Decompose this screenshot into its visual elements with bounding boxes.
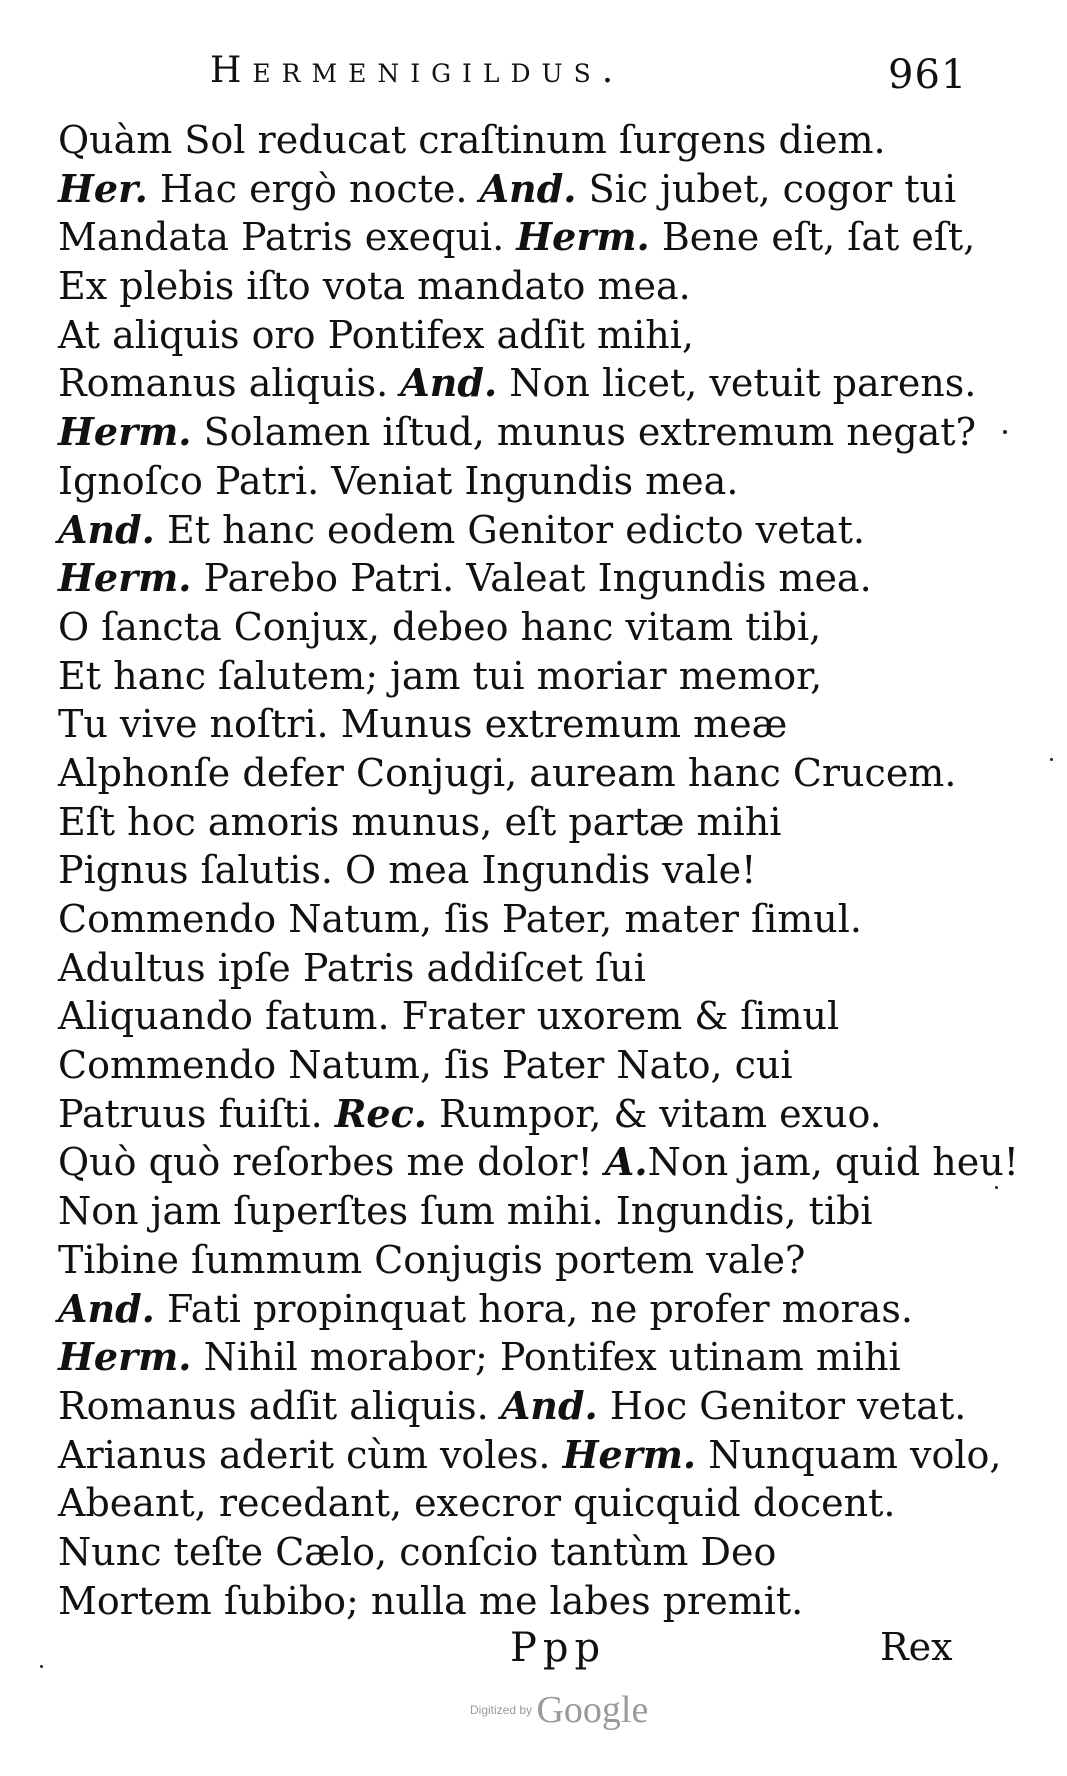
verse-text-run: Hac ergò nocte. bbox=[147, 166, 480, 211]
print-speck bbox=[40, 1665, 43, 1668]
verse-text-run: Tu vive noſtri. Munus extremum meæ bbox=[58, 702, 788, 747]
running-head: Hermenigildus. bbox=[210, 50, 625, 91]
verse-text-run: At aliquis oro Pontifex adſit mihi, bbox=[58, 312, 694, 357]
verse-text-run: Non licet, vetuit parens. bbox=[497, 361, 977, 406]
verse-text-run: Romanus aliquis. bbox=[58, 361, 401, 406]
verse-line bbox=[58, 1577, 998, 1626]
verse-line bbox=[58, 1382, 998, 1431]
verse-line bbox=[58, 165, 998, 214]
speaker-label: Herm. bbox=[58, 1334, 192, 1380]
verse-line bbox=[58, 457, 998, 506]
verse-text-run: Et hanc eodem Genitor edicto vetat. bbox=[154, 507, 865, 552]
page-number: 961 bbox=[888, 52, 968, 98]
verse-line bbox=[58, 1285, 998, 1334]
verse-text-run: Non jam ſuperſtes ſum mihi. Ingundis, tibi bbox=[58, 1189, 873, 1234]
verse-text-run: Arianus aderit cùm voles. bbox=[58, 1432, 563, 1477]
digitization-watermark bbox=[470, 1688, 648, 1732]
verse-line bbox=[58, 895, 998, 944]
speaker-label: Rec. bbox=[334, 1090, 427, 1136]
verse-text-run: Abeant, recedant, execror quicquid docent. bbox=[58, 1481, 896, 1526]
verse-line bbox=[58, 359, 998, 408]
verse-text-run: Commendo Natum, ſis Pater, mater ſimul. bbox=[58, 897, 862, 941]
speaker-label: And. bbox=[500, 1382, 598, 1428]
verse-text-run: Commendo Natum, ſis Pater Nato, cui bbox=[58, 1043, 793, 1088]
verse-line bbox=[58, 1528, 998, 1577]
verse-text-run: Nunquam volo, bbox=[696, 1432, 1002, 1477]
verse-text-run: Nunc teſte Cælo, conſcio tantùm Deo bbox=[58, 1529, 777, 1574]
verse-text-run: Ex plebis iſto vota mandato mea. bbox=[58, 264, 691, 309]
verse-text-run: Quàm Sol reducat craſtinum ſurgens diem. bbox=[58, 118, 886, 162]
verse-text-run: Rumpor, & vitam exuo. bbox=[426, 1091, 882, 1136]
verse-line bbox=[58, 1187, 998, 1236]
verse-text-run: Nihil morabor; Pontifex utinam mihi bbox=[191, 1335, 901, 1380]
verse-text-run: Non jam, quid heu! bbox=[647, 1140, 1019, 1185]
verse-line bbox=[58, 992, 998, 1041]
watermark-digitized-by: Digitized by bbox=[470, 1703, 533, 1717]
verse-line bbox=[58, 554, 998, 603]
verse-line bbox=[58, 944, 998, 993]
print-speck bbox=[995, 1186, 998, 1189]
speaker-label: A. bbox=[604, 1139, 648, 1185]
verse-line bbox=[58, 652, 998, 701]
verse-text-run: Sic jubet, cogor tui bbox=[576, 166, 957, 211]
catchword: Rex bbox=[880, 1625, 953, 1669]
verse-text-run: Mandata Patris exequi. bbox=[58, 215, 517, 260]
verse-text-run: Quò quò reſorbes me dolor! bbox=[58, 1140, 605, 1185]
speaker-label: Herm. bbox=[58, 409, 192, 455]
verse-text-run: Pignus ſalutis. O mea Ingundis vale! bbox=[58, 848, 757, 893]
watermark-google: Google bbox=[536, 1689, 649, 1731]
verse-text-run: Hoc Genitor vetat. bbox=[597, 1383, 967, 1428]
verse-line bbox=[58, 700, 998, 749]
verse-line bbox=[58, 116, 998, 165]
verse-line bbox=[58, 1090, 998, 1139]
verse-text-run: Parebo Patri. Valeat Ingundis mea. bbox=[191, 556, 872, 601]
verse-line bbox=[58, 1333, 998, 1382]
verse-text-run: Aliquando fatum. Frater uxorem & ſimul bbox=[58, 994, 840, 1039]
verse-text-run: Romanus adſit aliquis. bbox=[58, 1383, 501, 1428]
verse-text-run: Et hanc ſalutem; jam tui moriar memor, bbox=[58, 653, 823, 698]
verse-text-run: Bene eſt, ſat eſt, bbox=[649, 215, 976, 260]
verse-line bbox=[58, 603, 998, 652]
verse-line bbox=[58, 1431, 1002, 1480]
verse-line bbox=[58, 1479, 998, 1528]
verse-text-run: Tibine ſummum Conjugis portem vale? bbox=[58, 1237, 806, 1282]
verse-text-run: Ignoſco Patri. Veniat Ingundis mea. bbox=[58, 458, 739, 503]
verse-line bbox=[58, 846, 998, 895]
verse-line bbox=[58, 506, 998, 555]
verse-line bbox=[58, 213, 998, 262]
speaker-label: And. bbox=[479, 165, 577, 211]
speaker-label: And. bbox=[58, 1285, 155, 1331]
verse-line bbox=[58, 749, 998, 798]
verse-text-run: Patruus fuiſti. bbox=[58, 1091, 335, 1136]
verse-line bbox=[58, 798, 998, 847]
verse-text-run: O ſancta Conjux, debeo hanc vitam tibi, bbox=[58, 604, 822, 649]
verse-line bbox=[58, 311, 998, 360]
verse-line bbox=[58, 1236, 998, 1285]
verse-text-run: Mortem ſubibo; nulla me labes premit. bbox=[58, 1578, 804, 1623]
verse-line bbox=[58, 262, 998, 311]
print-speck bbox=[1003, 430, 1007, 434]
verse-text-run: Eſt hoc amoris munus, eſt partæ mihi bbox=[58, 799, 782, 844]
verse-text-run: Solamen iſtud, munus extremum negat? bbox=[191, 410, 976, 455]
verse-text-run: Adultus ipſe Patris addiſcet ſui bbox=[58, 945, 646, 990]
verse-line bbox=[58, 1138, 1019, 1187]
verse-text-run: Alphonſe defer Conjugi, auream hanc Crucem. bbox=[58, 750, 957, 795]
verse-line bbox=[58, 408, 998, 457]
verse-line bbox=[58, 1041, 998, 1090]
signature-mark: Ppp bbox=[510, 1625, 607, 1671]
speaker-label: And. bbox=[400, 360, 498, 406]
speaker-label: Her. bbox=[58, 165, 148, 211]
speaker-label: And. bbox=[58, 506, 155, 552]
print-speck bbox=[1050, 758, 1053, 761]
verse-text bbox=[58, 116, 1019, 1625]
speaker-label: Herm. bbox=[516, 214, 650, 260]
speaker-label: Herm. bbox=[562, 1431, 697, 1477]
verse-text-run: Fati propinquat hora, ne profer moras. bbox=[154, 1286, 913, 1331]
speaker-label: Herm. bbox=[58, 555, 192, 601]
